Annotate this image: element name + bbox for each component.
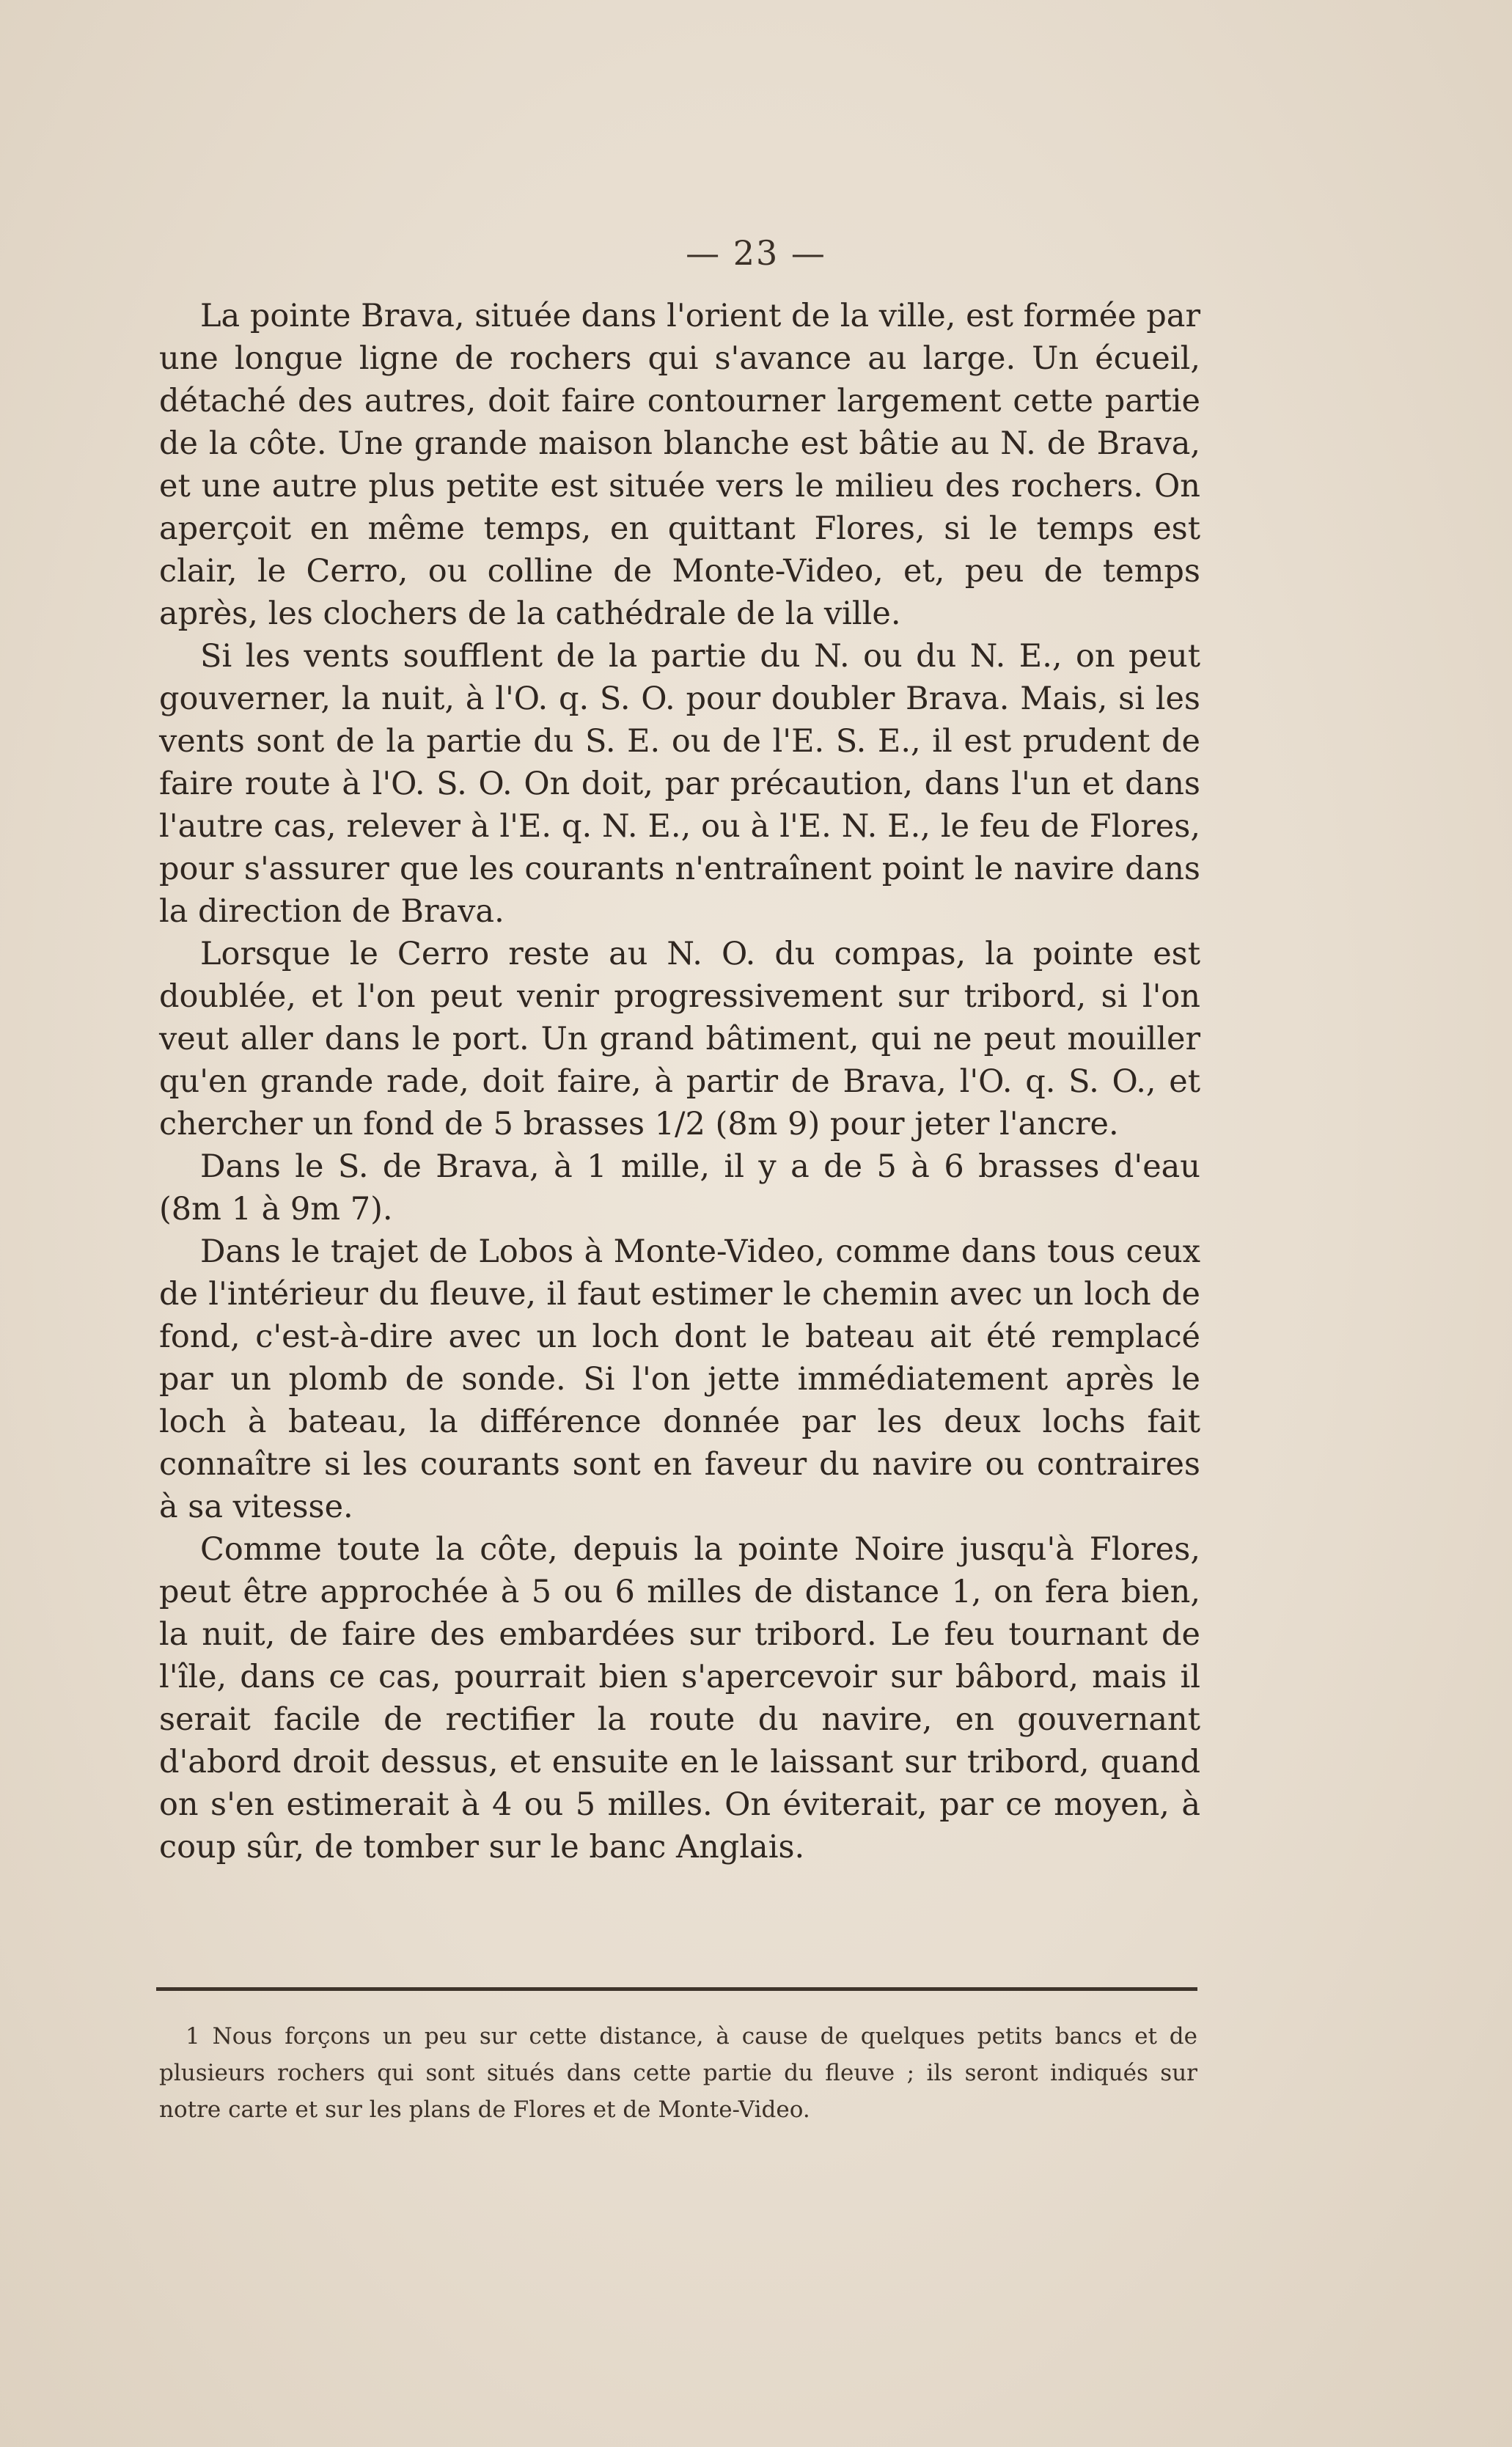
main-text [159,295,1200,1868]
footnote-separator [156,1987,1197,1991]
paragraph-winds: Si les vents soufflent de la partie du N. ou du N. E., on peut gouverner, la nuit, à l'O. q. S. O. pour doubler Brava. Mais, si les vents sont de la partie du S. E. ou de l'E. S. E., il est prudent de faire route à l'O. S. O. On doit, par précaution, dans l'un et dans l'autre cas, relever à l'E. q. N. E., ou à l'E. N. E., le feu de Flores, pour s'assurer que les courants n'entraînent point le navire dans la direction de Brava. [159,638,1200,930]
paragraph-cerro: Lorsque le Cerro reste au N. O. du compas, la pointe est doublée, et l'on peut venir progressivement sur tribord, si l'on veut aller dans le port. Un grand bâtiment, qui ne peut mouiller qu'en grande rade, doit faire, à partir de Brava, l'O. q. S. O., et chercher un fond de 5 brasses 1/2 (8m 9) pour jeter l'ancre. [159,936,1200,1142]
paragraph-depth: Dans le S. de Brava, à 1 mille, il y a de 5 à 6 brasses d'eau (8m 1 à 9m 7). [159,1148,1200,1228]
page-number: — 23 — [686,233,826,273]
paragraph-loch: Dans le trajet de Lobos à Monte-Video, comme dans tous ceux de l'intérieur du fleuve, il faut estimer le chemin avec un loch de fond, c'est-à-dire avec un loch dont le bateau ait été remplacé par un plomb de sonde. Si l'on jette immédiatement après le loch à bateau, la différence donnée par les deux lochs fait connaître si les courants sont en faveur du navire ou contraires à sa vitesse. [159,1233,1200,1525]
paragraph-coast: Comme toute la côte, depuis la pointe Noire jusqu'à Flores, peut être approchée à 5 ou 6 milles de distance 1, on fera bien, la nuit, de faire des embardées sur tribord. Le feu tournant de l'île, dans ce cas, pourrait bien s'apercevoir sur bâbord, mais il serait facile de rectifier la route du navire, en gouvernant d'abord droit dessus, et ensuite en le laissant sur tribord, quand on s'en estimerait à 4 ou 5 milles. On éviterait, par ce moyen, à coup sûr, de tomber sur le banc Anglais. [159,1531,1200,1865]
footnote: 1 Nous forçons un peu sur cette distance, à cause de quelques petits bancs et de plusieurs rochers qui sont situés dans cette partie du fleuve ; ils seront indiqués sur notre carte et sur les plans de Flores et de Monte-Video. [159,2023,1197,2123]
paragraph-brava-point: La pointe Brava, située dans l'orient de la ville, est formée par une longue ligne de rochers qui s'avance au large. Un écueil, détaché des autres, doit faire contourner largement cette partie de la côte. Une grande maison blanche est bâtie au N. de Brava, et une autre plus petite est située vers le milieu des rochers. On aperçoit en même temps, en quittant Flores, si le temps est clair, le Cerro, ou colline de Monte-Video, et, peu de temps après, les clochers de la cathédrale de la ville. [159,298,1200,632]
